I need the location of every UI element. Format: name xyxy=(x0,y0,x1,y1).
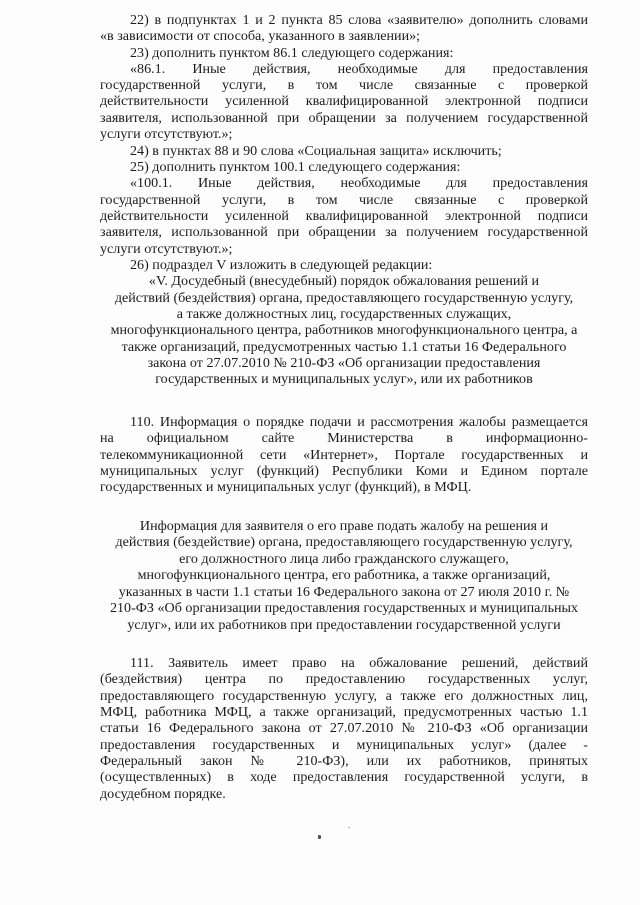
text-line: Федеральный закон № 210-ФЗ), или их работников, принятых xyxy=(100,753,588,769)
subheading: услуг», или их работников при предоставлении государственной услуги xyxy=(127,617,561,633)
text-line: «100.1. Иные действия, необходимые для предоставления xyxy=(130,175,588,191)
section-heading: также организаций, предусмотренных частью 1.1 статьи 16 Федерального xyxy=(121,339,567,355)
text-line: государственных и муниципальных услуг (функций), в МФЦ. xyxy=(100,479,472,495)
text-line: 22) в подпунктах 1 и 2 пункта 85 слова «заявителю» дополнить словами xyxy=(130,12,588,28)
text-line: на официальном сайте Министерства в информационно- xyxy=(100,430,588,446)
text-line: предоставляющего государственную услугу, а также его должностных лиц, xyxy=(100,688,588,704)
text-line: «в зависимости от способа, указанного в заявлении»; xyxy=(100,28,421,44)
text-line: «86.1. Иные действия, необходимые для предоставления xyxy=(130,61,588,77)
text-line: 26) подраздел V изложить в следующей редакции: xyxy=(130,257,433,273)
text-line: государственной услуги, в том числе связанные с проверкой xyxy=(100,192,588,208)
text-line: муниципальных услуг (функций) Республики Коми и Едином портале xyxy=(100,463,588,479)
subheading: многофункционального центра, его работника, а также организаций, xyxy=(137,567,551,583)
section-heading: закона от 27.07.2010 № 210-ФЗ «Об организации предоставления xyxy=(147,355,541,371)
text-line: услуги отсутствуют.»; xyxy=(100,241,233,257)
section-heading: государственных и муниципальных услуг», или их работников xyxy=(155,371,533,387)
section-heading: а также должностных лиц, государственных служащих, xyxy=(176,306,512,322)
text-line: 111. Заявитель имеет право на обжалование решений, действий xyxy=(130,655,588,671)
text-line: МФЦ, работника МФЦ, а также организаций, предусмотренных частью 1.1 xyxy=(100,704,588,720)
subheading: 210-ФЗ «Об организации предоставления государственных и муниципальных xyxy=(109,600,579,616)
text-line: государственной услуги, в том числе связанные с проверкой xyxy=(100,77,588,93)
text-line: статьи 16 Федерального закона от 27.07.2010 № 210-ФЗ «Об организации xyxy=(100,720,588,736)
text-line: (бездействия) центра по предоставлению государственных услуг, xyxy=(100,671,588,687)
subheading: действия (бездействие) органа, предоставляющего государственную услугу, xyxy=(115,534,573,550)
scan-speck xyxy=(348,827,350,828)
section-heading: действий (бездействия) органа, предоставляющего государственную услугу, xyxy=(114,290,574,306)
text-line: заявителя, использованной при обращении за получением государственной xyxy=(100,224,588,240)
text-line: досудебном порядке. xyxy=(100,786,226,802)
text-line: действительности усиленной квалифицированной электронной подписи xyxy=(100,208,588,224)
text-line: 24) в пунктах 88 и 90 слова «Социальная защита» исключить; xyxy=(130,143,502,159)
scan-speck xyxy=(318,835,321,839)
text-line: (осуществленных) в ходе предоставления государственной услуги, в xyxy=(100,769,588,785)
section-heading: многофункционального центра, работников многофункционального центра, а xyxy=(110,322,578,338)
text-line: услуги отсутствуют.»; xyxy=(100,126,233,142)
section-heading: «V. Досудебный (внесудебный) порядок обжалования решений и xyxy=(148,273,540,289)
text-line: действительности усиленной квалифицированной электронной подписи xyxy=(100,93,588,109)
text-line: 23) дополнить пунктом 86.1 следующего содержания: xyxy=(130,45,454,61)
text-line: 25) дополнить пунктом 100.1 следующего содержания: xyxy=(130,159,461,175)
subheading: указанных в части 1.1 статьи 16 Федерального закона от 27 июля 2010 г. № xyxy=(118,584,570,600)
subheading: его должностного лица либо гражданского служащего, xyxy=(179,551,509,567)
text-line: предоставления государственных и муниципальных услуг» (далее - xyxy=(100,737,588,753)
text-line: телекоммуникационной сети «Интернет», Портале государственных и xyxy=(100,447,588,463)
text-line: заявителя, использованной при обращении за получением государственной xyxy=(100,110,588,126)
subheading: Информация для заявителя о его праве подать жалобу на решения и xyxy=(139,518,549,534)
text-line: 110. Информация о порядке подачи и рассмотрения жалобы размещается xyxy=(130,414,588,430)
